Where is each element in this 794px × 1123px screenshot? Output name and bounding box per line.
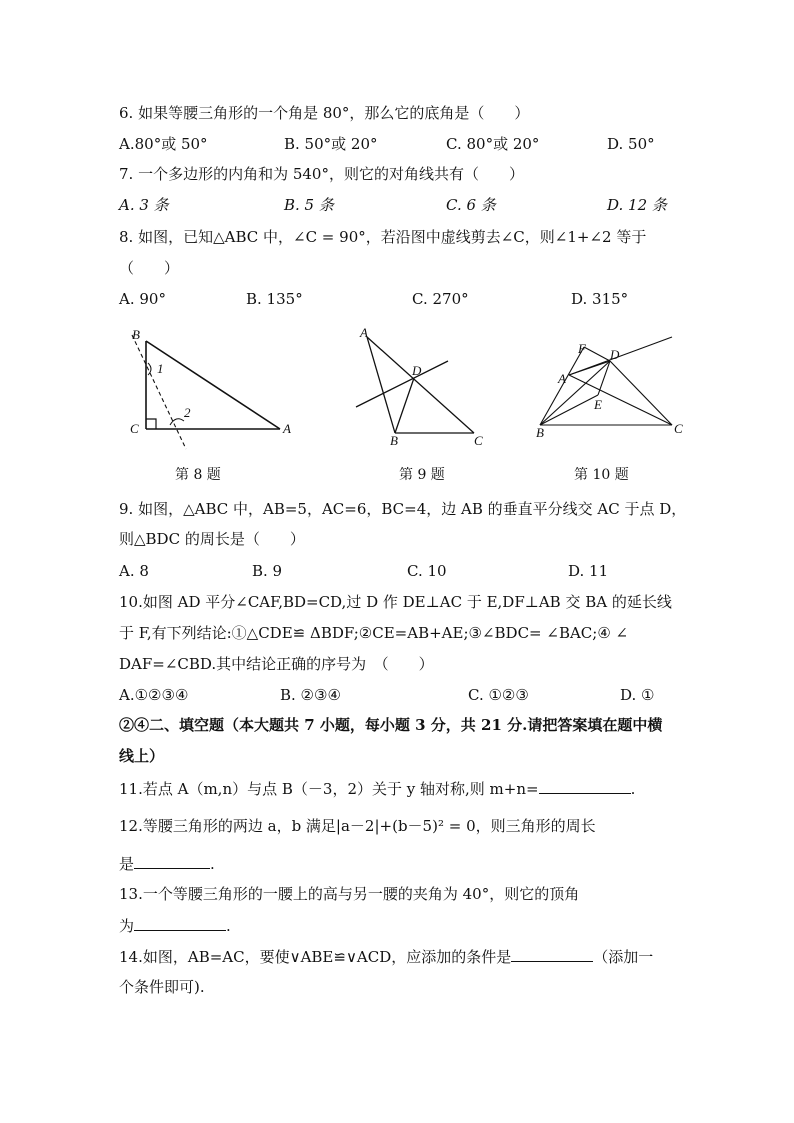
fig10-label-e: E <box>594 397 602 412</box>
q6-stem: 6. 如果等腰三角形的一个角是 80°，那么它的底角是（ ） <box>119 104 530 122</box>
fig10-label-a: A <box>558 371 566 386</box>
fig8-label-2: 2 <box>184 405 191 420</box>
q6-option-d: D. 50° <box>607 135 655 153</box>
q8-option-c: C. 270° <box>412 290 469 308</box>
q6-option-b: B. 50°或 20° <box>284 135 378 153</box>
q10-line-2: 于 F,有下列结论:①△CDE≌ ΔBDF;②CE=AB+AE;③∠BDC= ∠BAC;④ ∠ <box>119 624 629 642</box>
fig8-label-1: 1 <box>157 361 164 376</box>
q11-answer-blank[interactable] <box>539 778 631 794</box>
q12-answer-blank[interactable] <box>134 853 210 869</box>
fig10-label-c: C <box>674 421 683 436</box>
q7-option-c: C. 6 条 <box>446 196 496 214</box>
fig8-cut-line <box>132 335 186 449</box>
figure-10-caption: 第 10 题 <box>574 467 629 483</box>
q10-option-a: A.①②③④ <box>119 686 189 704</box>
fig8-side-ab <box>146 341 280 429</box>
q9-option-d: D. 11 <box>568 562 609 580</box>
q6-option-c: C. 80°或 20° <box>446 135 540 153</box>
fig10-label-d: D <box>610 347 620 362</box>
fig8-label-a: A <box>283 421 291 436</box>
fig10-segment-ac <box>569 375 672 425</box>
q10-option-d: D. ① <box>620 686 655 704</box>
fig10-segment-cd <box>610 361 672 425</box>
section-2-heading-row <box>119 715 662 735</box>
q6-option-a: A.80°或 50° <box>119 135 208 153</box>
fig10-segment-df <box>584 347 610 361</box>
fig9-side-ac <box>367 337 474 433</box>
fig9-side-ab <box>367 337 395 433</box>
q10-line-1: 10.如图 AD 平分∠CAF,BD=CD,过 D 作 DE⊥AC 于 E,DF⊥AB 交 BA 的延长线 <box>119 593 672 611</box>
q7-option-b: B. 5 条 <box>284 196 334 214</box>
q7-option-d: D. 12 条 <box>607 196 667 214</box>
q13-end: . <box>226 917 231 935</box>
q12-text: 12.等腰三角形的两边 a，b 满足|a－2|+(b－5)² = 0，则三角形的周长 <box>119 817 596 835</box>
q10-option-b: B. ②③④ <box>280 686 341 704</box>
q13-row-2 <box>119 915 231 936</box>
q9-option-a: A. 8 <box>119 562 149 580</box>
figure-9 <box>350 325 500 450</box>
q14-answer-blank[interactable] <box>511 946 593 962</box>
q10-option-d-continuation: ②④ <box>119 716 150 734</box>
figure-8 <box>120 325 300 450</box>
q9-stem-line-2: 则△BDC 的周长是（ ） <box>119 530 305 548</box>
q10-option-c: C. ①②③ <box>468 686 529 704</box>
section-2-heading-line-2: 线上） <box>119 747 165 765</box>
q12-end: . <box>210 855 215 873</box>
q7-option-a: A. 3 条 <box>119 196 169 214</box>
fig9-label-b: B <box>390 433 398 448</box>
fig8-right-angle-mark <box>146 419 156 429</box>
q9-option-b: B. 9 <box>252 562 283 580</box>
q12-row-2 <box>119 853 215 874</box>
fig8-label-c: C <box>130 421 139 436</box>
fig8-label-b: B <box>132 327 140 342</box>
section-2-heading: 二、填空题（本大题共 7 小题，每小题 3 分，共 21 分.请把答案填在题中横 <box>149 716 663 734</box>
fig10-label-f: F <box>578 341 586 356</box>
fig9-label-a: A <box>360 325 368 340</box>
q11-end: . <box>630 780 636 798</box>
q10-line-3: DAF=∠CBD.其中结论正确的序号为 （ ） <box>119 655 434 673</box>
q7-stem: 7. 一个多边形的内角和为 540°，则它的对角线共有（ ） <box>119 165 524 183</box>
fig10-segment-bd <box>540 361 610 425</box>
q12-text-2: 是 <box>119 855 135 873</box>
q14-text: 14.如图，AB=AC，要使∨ABE≌∨ACD，应添加的条件是 <box>119 948 512 966</box>
q13-text: 13.一个等腰三角形的一腰上的高与另一腰的夹角为 40°，则它的顶角 <box>119 885 580 903</box>
figure-10 <box>518 325 688 450</box>
q13-answer-blank[interactable] <box>134 915 226 931</box>
q14-text-after: （添加一 <box>593 948 654 966</box>
figure-8-caption: 第 8 题 <box>175 467 221 483</box>
q11-text: 11.若点 A（m,n）与点 B（－3，2）关于 y 轴对称,则 m+n= <box>119 780 539 798</box>
fig10-label-b: B <box>536 425 544 440</box>
q9-option-c: C. 10 <box>407 562 447 580</box>
fig9-label-c: C <box>474 433 483 448</box>
q11-row <box>119 778 635 799</box>
q8-option-a: A. 90° <box>119 290 166 308</box>
fig9-label-d: D <box>412 363 422 378</box>
q8-answer-paren: （ ） <box>119 259 180 277</box>
q14-row <box>119 946 653 967</box>
q9-stem: 9. 如图，△ABC 中，AB=5，AC=6，BC=4，边 AB 的垂直平分线交 AC 于点 D， <box>119 500 687 518</box>
q14-text-2: 个条件即可). <box>119 978 205 996</box>
q8-option-d: D. 315° <box>571 290 629 308</box>
figure-9-caption: 第 9 题 <box>399 467 445 483</box>
q13-text-2: 为 <box>119 917 135 935</box>
q8-option-b: B. 135° <box>246 290 303 308</box>
q8-stem: 8. 如图，已知△ABC 中，∠C = 90°，若沿图中虚线剪去∠C，则∠1+∠2 等于 <box>119 228 647 246</box>
